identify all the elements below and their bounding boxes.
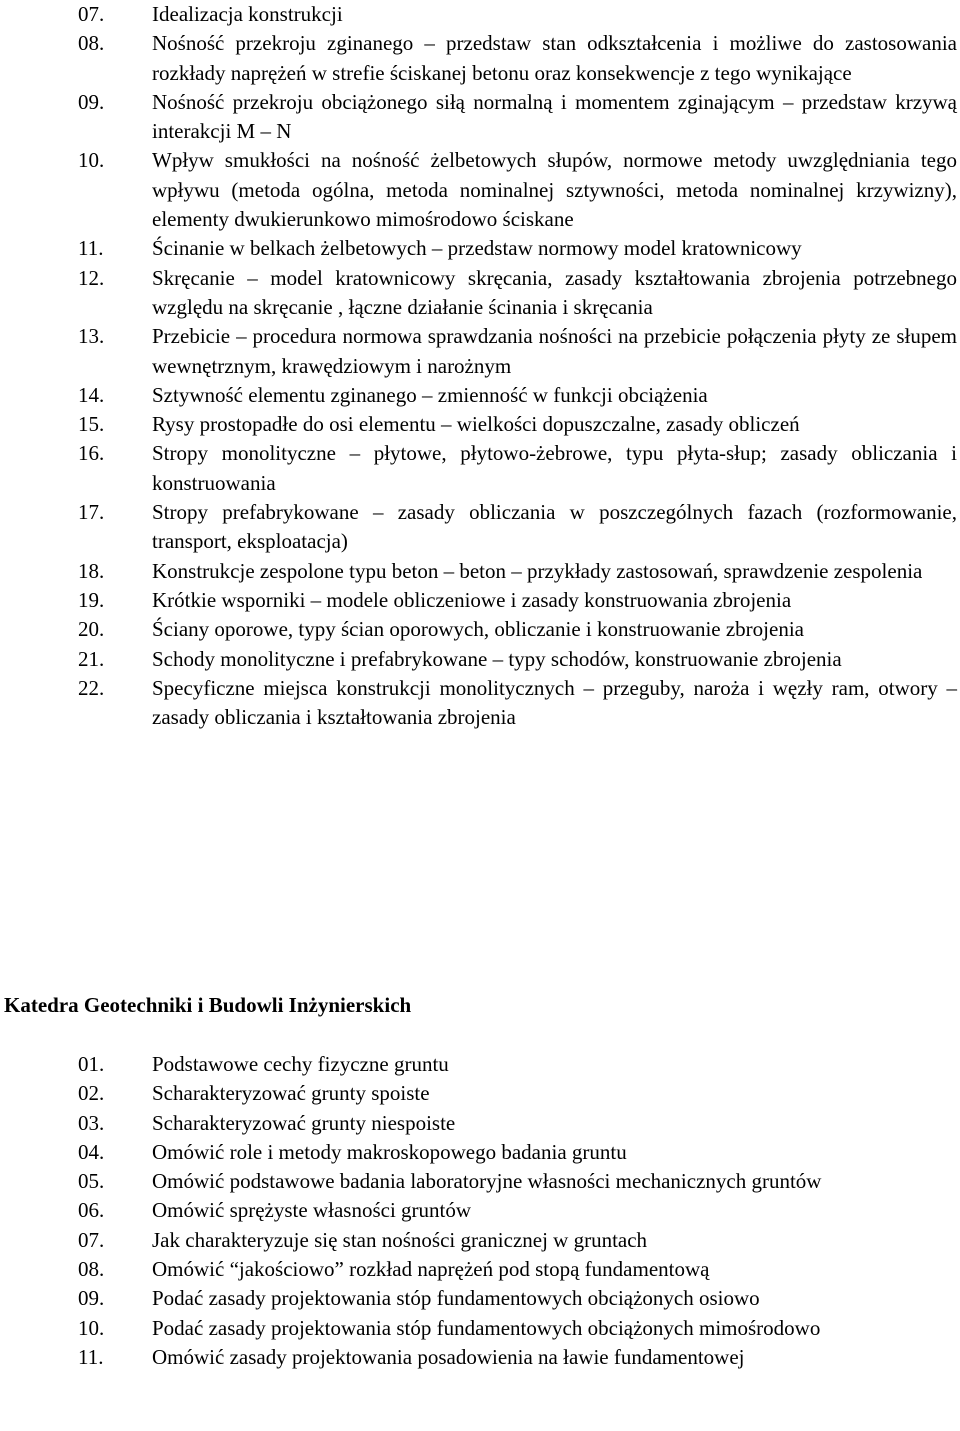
item-number: 03.: [78, 1110, 105, 1135]
item-text: Omówić “jakościowo” rozkład naprężeń pod stopą fundamentową: [152, 1257, 710, 1282]
list-item: [0, 1343, 960, 1372]
item-text: Omówić zasady projektowania posadowienia na ławie fundamentowej: [152, 1344, 745, 1369]
list-item: [0, 1255, 960, 1284]
item-text: Idealizacja konstrukcji: [152, 2, 343, 26]
item-text: Podać zasady projektowania stóp fundamentowych obciążonych osiowo: [152, 1286, 760, 1311]
item-number: 12.: [78, 265, 105, 290]
section-heading: Katedra Geotechniki i Budowli Inżynierskich: [4, 993, 412, 1017]
item-number: 06.: [78, 1198, 105, 1223]
item-number: 09.: [78, 89, 105, 114]
item-text: Omówić podstawowe badania laboratoryjne własności mechanicznych gruntów: [152, 1169, 822, 1194]
list-item: [0, 1314, 960, 1343]
list-item: [0, 586, 960, 615]
list-item: [0, 1226, 960, 1255]
list-item: [0, 88, 960, 147]
item-number: 11.: [78, 1344, 104, 1369]
item-number: 10.: [78, 1315, 105, 1340]
item-number: 11.: [78, 236, 104, 261]
list-item: [0, 1138, 960, 1167]
list-item: [0, 615, 960, 644]
item-text: Rysy prostopadłe do osi elementu – wielkości dopuszczalne, zasady obliczeń: [152, 412, 800, 437]
item-text: Omówić sprężyste własności gruntów: [152, 1198, 472, 1223]
item-number: 14.: [78, 382, 105, 407]
list-item: [0, 410, 960, 439]
list-item: [0, 1050, 960, 1079]
item-text: Ściany oporowe, typy ścian oporowych, obliczanie i konstruowanie zbrojenia: [152, 617, 804, 642]
item-number: 10.: [78, 148, 105, 173]
item-text: Schody monolityczne i prefabrykowane – typy schodów, konstruowanie zbrojenia: [152, 646, 842, 671]
item-text: Konstrukcje zespolone typu beton – beton – przykłady zastosowań, sprawdzenie zespolenia: [152, 558, 923, 583]
item-text: Nośność przekroju obciążonego siłą normalną i momentem zginającym – przedstaw krzywą interakcji M – N: [152, 89, 957, 144]
list-item: [0, 1196, 960, 1225]
item-number: 05.: [78, 1169, 105, 1194]
item-text: Sztywność elementu zginanego – zmienność w funkcji obciążenia: [152, 382, 708, 407]
list-item: [0, 234, 960, 263]
item-number: 07.: [78, 2, 105, 26]
item-number: 18.: [78, 558, 105, 583]
list-item: [0, 322, 960, 381]
list-item: [0, 264, 960, 323]
item-text: Podstawowe cechy fizyczne gruntu: [152, 1052, 449, 1076]
item-number: 08.: [78, 1257, 105, 1282]
item-number: 21.: [78, 646, 105, 671]
list-item: [0, 1167, 960, 1196]
item-number: 19.: [78, 587, 105, 612]
list-item: [0, 645, 960, 674]
list-item: [0, 557, 960, 586]
item-text: Podać zasady projektowania stóp fundamentowych obciążonych mimośrodowo: [152, 1315, 821, 1340]
item-number: 17.: [78, 500, 105, 525]
item-text: Skręcanie – model kratownicowy skręcania, zasady kształtowania zbrojenia potrzebnego względu na skręcanie , łączne działanie ścinania i skręcania: [152, 265, 957, 319]
item-text: Przebicie – procedura normowa sprawdzania nośności na przebicie połączenia płyty ze słupem wewnętrznym, krawędziowym i narożnym: [152, 324, 957, 378]
list-item: [0, 674, 960, 733]
item-text: Stropy monolityczne – płytowe, płytowo-żebrowe, typu płyta-słup; zasady obliczania i konstruowania: [152, 441, 957, 495]
item-number: 16.: [78, 441, 105, 466]
exam-question-list-geotechnics: [0, 1050, 960, 1372]
item-text: Scharakteryzować grunty niespoiste: [152, 1110, 456, 1135]
list-item: [0, 1284, 960, 1313]
list-item: [0, 1079, 960, 1108]
item-number: 20.: [78, 617, 105, 642]
item-text: Wpływ smukłości na nośność żelbetowych słupów, normowe metody uwzględniania tego wpływu (metoda ogólna, metoda nominalnej sztywności, metoda nominalnej krzywizny), elementy dwukierunkowo mimośrodowo ściskane: [152, 148, 957, 232]
item-number: 09.: [78, 1286, 105, 1311]
item-text: Omówić role i metody makroskopowego badania gruntu: [152, 1139, 627, 1164]
item-number: 13.: [78, 324, 105, 349]
list-item: [0, 498, 960, 557]
item-text: Jak charakteryzuje się stan nośności granicznej w gruntach: [152, 1227, 648, 1252]
item-text: Ścinanie w belkach żelbetowych – przedstaw normowy model kratownicowy: [152, 236, 802, 261]
item-text: Stropy prefabrykowane – zasady obliczania w poszczególnych fazach (rozformowanie, transport, eksploatacja): [152, 500, 957, 554]
item-number: 01.: [78, 1052, 105, 1076]
item-text: Scharakteryzować grunty spoiste: [152, 1081, 430, 1106]
list-item: [0, 381, 960, 410]
item-number: 07.: [78, 1227, 105, 1252]
item-number: 15.: [78, 412, 105, 437]
item-text: Specyficzne miejsca konstrukcji monolitycznych – przeguby, naroża i węzły ram, otwory – zasady obliczania i kształtowania zbrojenia: [152, 675, 957, 730]
list-item: [0, 1109, 960, 1138]
list-item: [0, 146, 960, 234]
item-number: 08.: [78, 31, 105, 56]
item-number: 02.: [78, 1081, 105, 1106]
list-item: [0, 0, 960, 29]
item-text: Nośność przekroju zginanego – przedstaw stan odkształcenia i możliwe do zastosowania rozkłady naprężeń w strefie ściskanej betonu oraz konsekwencje z tego wynikające: [152, 31, 957, 85]
item-number: 04.: [78, 1139, 105, 1164]
item-number: 22.: [78, 675, 105, 700]
list-item: [0, 439, 960, 498]
list-item: [0, 29, 960, 88]
item-text: Krótkie wsporniki – modele obliczeniowe i zasady konstruowania zbrojenia: [152, 587, 792, 612]
